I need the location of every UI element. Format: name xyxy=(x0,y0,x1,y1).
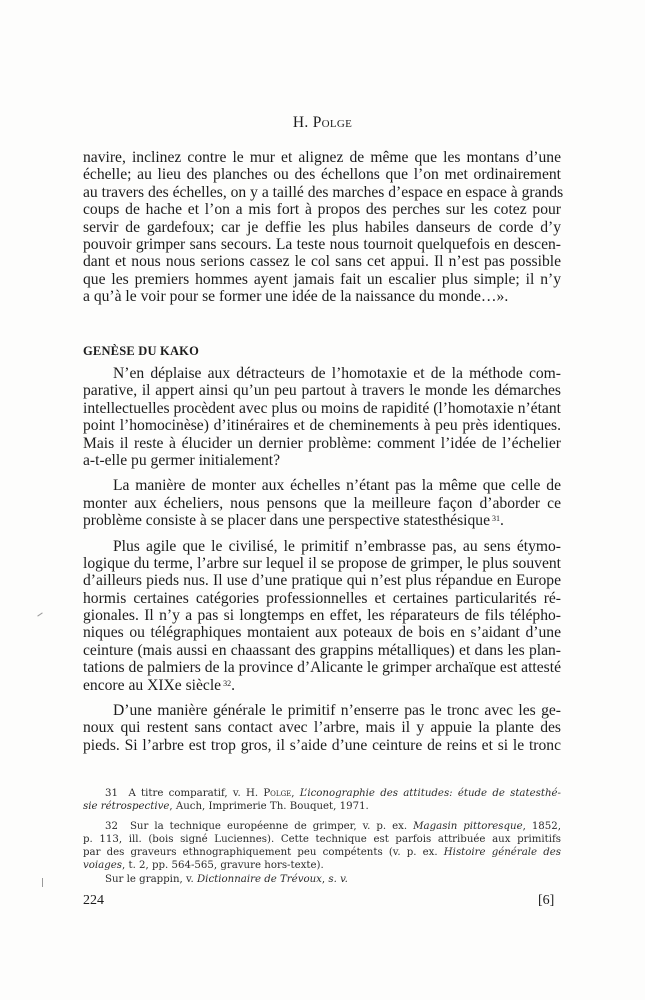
footnote-line: p. 113, ill. (bois signé Luciennes). Cette technique est parfois attribuée aux primitifs xyxy=(83,833,561,845)
footnote-line: par des graveurs ethnographiquement peu compétents (v. p. ex. Histoire générale des xyxy=(83,847,561,859)
text-line: pieds. Si l’arbre est trop gros, il s’aide d’une ceinture de reins et si le tronc xyxy=(83,736,561,754)
scan-speck xyxy=(42,878,43,887)
text-line: que les premiers hommes ayent jamais fait un escalier plus simple; il n’y xyxy=(83,270,561,288)
sequence-number: [6] xyxy=(538,893,555,908)
text-line: servir de gardefoux; car je deffie les plus habiles danseurs de corde d’y xyxy=(83,218,561,236)
section-heading: GENÈSE DU KAKO xyxy=(83,344,200,358)
footnote-line: Sur le grappin, v. Dictionnaire de Trévoux, s. v. xyxy=(105,873,348,885)
text-line: point l’homocinèse) d’itinéraires et de cheminements à peu près identiques. xyxy=(83,417,561,435)
text-line: a qu’à le voir pour se former une idée de la naissance du monde…». xyxy=(83,288,509,306)
text-line: dant et nous nous serions cassez le col sans cet appui. Il n’est pas possible xyxy=(83,253,561,271)
paragraph xyxy=(83,365,561,469)
running-head xyxy=(0,114,645,132)
text-line: Plus agile que le civilisé, le primitif n’embrasse pas, au sens étymo- xyxy=(113,537,561,555)
text-line: tations de palmiers de la province d’Alicante le grimper archaïque est attesté xyxy=(83,659,561,677)
quotation-continuation xyxy=(83,149,564,306)
text-line: hormis certaines catégories professionnelles et certaines particularités ré- xyxy=(83,589,561,607)
footnote-ref-31[interactable]: 31 xyxy=(492,514,501,524)
footnote-32 xyxy=(83,820,561,873)
footnote-line: 32 Sur la technique européenne de grimper, v. p. ex. Magasin pittoresque, 1852, xyxy=(105,820,561,832)
text-line: a-t-elle pu germer initialement? xyxy=(83,451,280,469)
text-line: intellectuelles procèdent avec plus ou moins de rapidité (l’homotaxie n’étant xyxy=(83,399,561,417)
paragraph xyxy=(83,538,561,695)
section-body xyxy=(83,365,561,754)
footnote-line: 31 A titre comparatif, v. H. Polge, L’iconographie des attitudes: étude de statesthé- xyxy=(105,788,561,799)
footnote-line: voiages, t. 2, pp. 564-565, gravure hors-texte). xyxy=(83,860,324,872)
paragraph xyxy=(83,477,561,529)
text-line: ceinture (mais aussi en chaassant des grappins métalliques) et dans les plan- xyxy=(83,641,561,659)
running-head-surname: Polge xyxy=(312,114,353,131)
footnote-grappin xyxy=(83,873,561,886)
text-line: pouvoir grimper sans secours. La teste nous tournoit quelquefois en descen- xyxy=(83,235,561,253)
text-line: niques ou télégraphiques montaient aux poteaux de bois en s’aidant d’une xyxy=(83,624,561,642)
text-line: parative, il appert ainsi qu’un peu partout à travers le monde les démarches xyxy=(83,382,561,400)
text-line: navire, inclinez contre le mur et alignez de même que les montans d’une xyxy=(83,149,561,166)
text-line: noux qui restent sans contact avec l’arbre, mais il y appuie la plante des xyxy=(83,719,561,737)
text-line: Mais il reste à élucider un dernier problème: comment l’idée de l’échelier xyxy=(83,434,561,452)
running-head-initial: H. xyxy=(292,114,309,131)
scan-speck xyxy=(37,612,42,616)
text-line: coups de hache et l’on a mis fort à propos des perches sur les cotez pour xyxy=(83,201,561,219)
footnote-ref-32[interactable]: 32 xyxy=(223,678,232,688)
text-line: N’en déplaise aux détracteurs de l’homotaxie et de la méthode com- xyxy=(113,365,561,382)
text-line: La manière de monter aux échelles n’étant pas la même que celle de xyxy=(113,477,561,495)
text-line: d’ailleurs pieds nus. Il use d’une pratique qui n’est plus répandue en Europe xyxy=(83,572,561,590)
text-line: problème consiste à se placer dans une perspective statesthésique $^{31}$. xyxy=(83,512,504,530)
text-line: logique du terme, l’arbre sur lequel il se propose de grimper, le plus souvent xyxy=(83,554,561,572)
text-line: échelle; au lieu des planches ou des échellons que l’on met ordinairement xyxy=(83,166,561,184)
footnote-line: sie rétrospective, Auch, Imprimerie Th. Bouquet, 1971. xyxy=(83,801,369,813)
page-number: 224 xyxy=(83,893,104,908)
footnotes xyxy=(83,787,561,886)
text-line: D’une manière générale le primitif n’enserre pas le tronc avec les ge- xyxy=(113,702,561,720)
paragraph xyxy=(83,702,561,754)
footnote-31 xyxy=(83,787,561,814)
text-line: monter aux écheliers, nous pensons que la meilleure façon d’aborder ce xyxy=(83,494,561,512)
text-line: au travers des échelles, on y a taillé des marches d’espace en espace à grands xyxy=(83,183,564,201)
text-line: gionales. Il n’y a pas si longtemps en effet, les réparateurs de fils télépho- xyxy=(83,607,561,625)
text-line: encore au XIXe siècle $^{32}$. xyxy=(83,676,236,694)
